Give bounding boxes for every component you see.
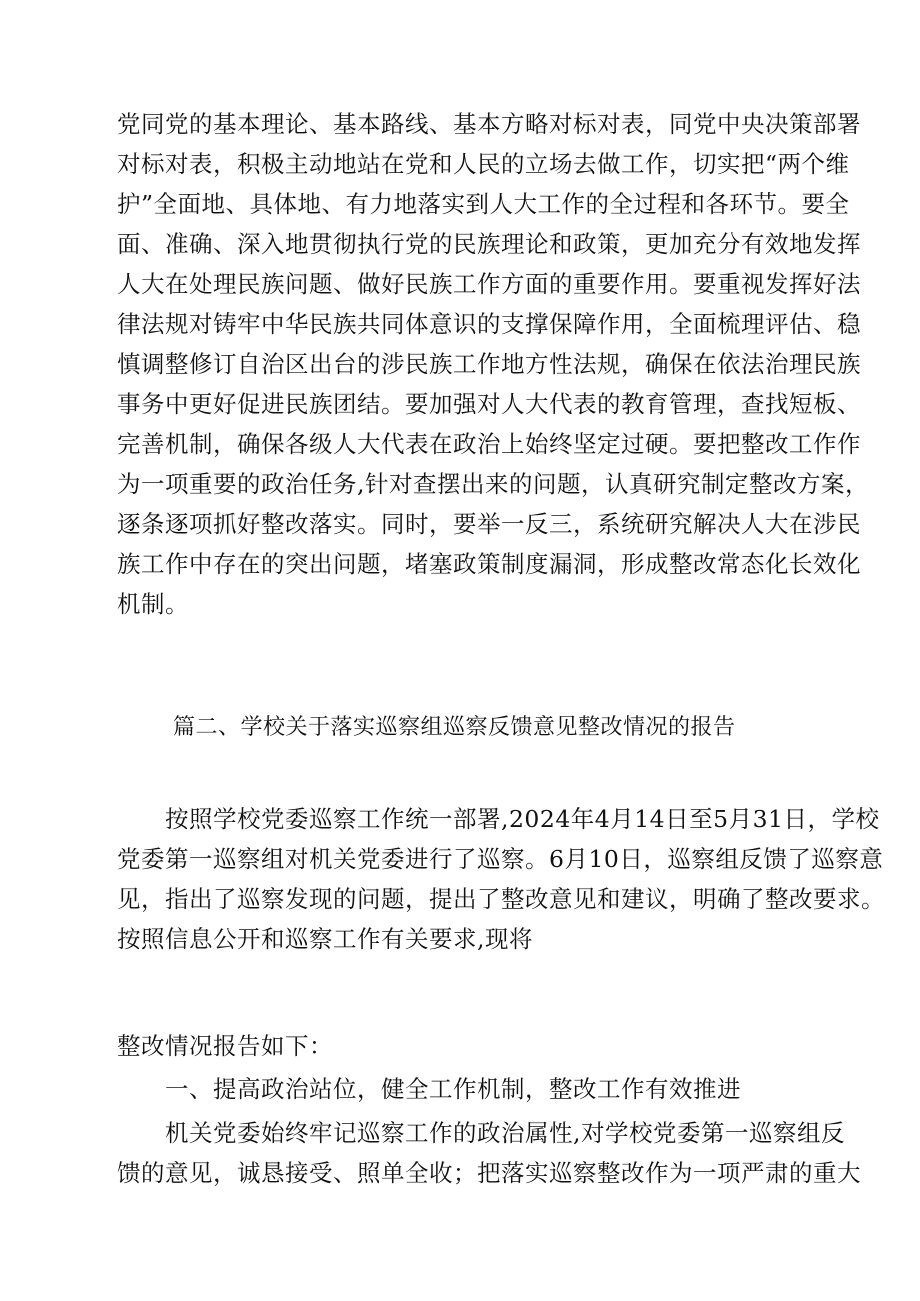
paragraph-line: 完善机制，确保各级人大代表在政治上始终坚定过硬。要把整改工作作: [117, 430, 861, 458]
paragraph-line: 为一项重要的政治任务,针对查摆出来的问题，认真研究制定整改方案，: [117, 470, 869, 498]
subheading-1: 一、提高政治站位，健全工作机制，整改工作有效推进: [165, 1075, 741, 1103]
paragraph-line: 族工作中存在的突出问题，堵塞政策制度漏洞，形成整改常态化长效化: [117, 550, 861, 578]
paragraph-line: 事务中更好促进民族团结。要加强对人大代表的教育管理，查找短板、: [117, 390, 861, 418]
paragraph-line: 慎调整修订自治区出台的涉民族工作地方性法规，确保在依法治理民族: [117, 350, 861, 378]
paragraph-line: 见，指出了巡察发现的问题，提出了整改意见和建议，明确了整改要求。: [117, 885, 885, 913]
paragraph-line: 机制。: [117, 590, 189, 618]
paragraph-line: 馈的意见，诚恳接受、照单全收；把落实巡察整改作为一项严肃的重大: [117, 1159, 861, 1187]
paragraph-line: 律法规对铸牢中华民族共同体意识的支撑保障作用，全面梳理评估、稳: [117, 310, 861, 338]
paragraph-line: 对标对表，积极主动地站在党和人民的立场去做工作，切实把“两个维: [117, 150, 850, 178]
section-title: 篇二、学校关于落实巡察组巡察反馈意见整改情况的报告: [173, 715, 736, 740]
paragraph-line: 机关党委始终牢记巡察工作的政治属性,对学校党委第一巡察组反: [165, 1119, 845, 1147]
paragraph-3: 整改情况报告如下：: [117, 1032, 333, 1060]
paragraph-line: 人大在处理民族问题、做好民族工作方面的重要作用。要重视发挥好法: [117, 270, 861, 298]
paragraph-line: 护”全面地、具体地、有力地落实到人大工作的全过程和各环节。要全: [117, 190, 850, 218]
paragraph-line: 逐条逐项抓好整改落实。同时，要举一反三，系统研究解决人大在涉民: [117, 510, 861, 538]
paragraph-line: 按照信息公开和巡察工作有关要求,现将: [117, 925, 533, 953]
paragraph-line: 面、准确、深入地贯彻执行党的民族理论和政策，更加充分有效地发挥: [117, 230, 861, 258]
paragraph-line: 党委第一巡察组对机关党委进行了巡察。6月10日，巡察组反馈了巡察意: [117, 845, 884, 873]
paragraph-line: 党同党的基本理论、基本路线、基本方略对标对表，同党中央决策部署: [117, 110, 861, 138]
paragraph-line: 按照学校党委巡察工作统一部署,2024年4月14日至5月31日，学校: [165, 805, 880, 833]
